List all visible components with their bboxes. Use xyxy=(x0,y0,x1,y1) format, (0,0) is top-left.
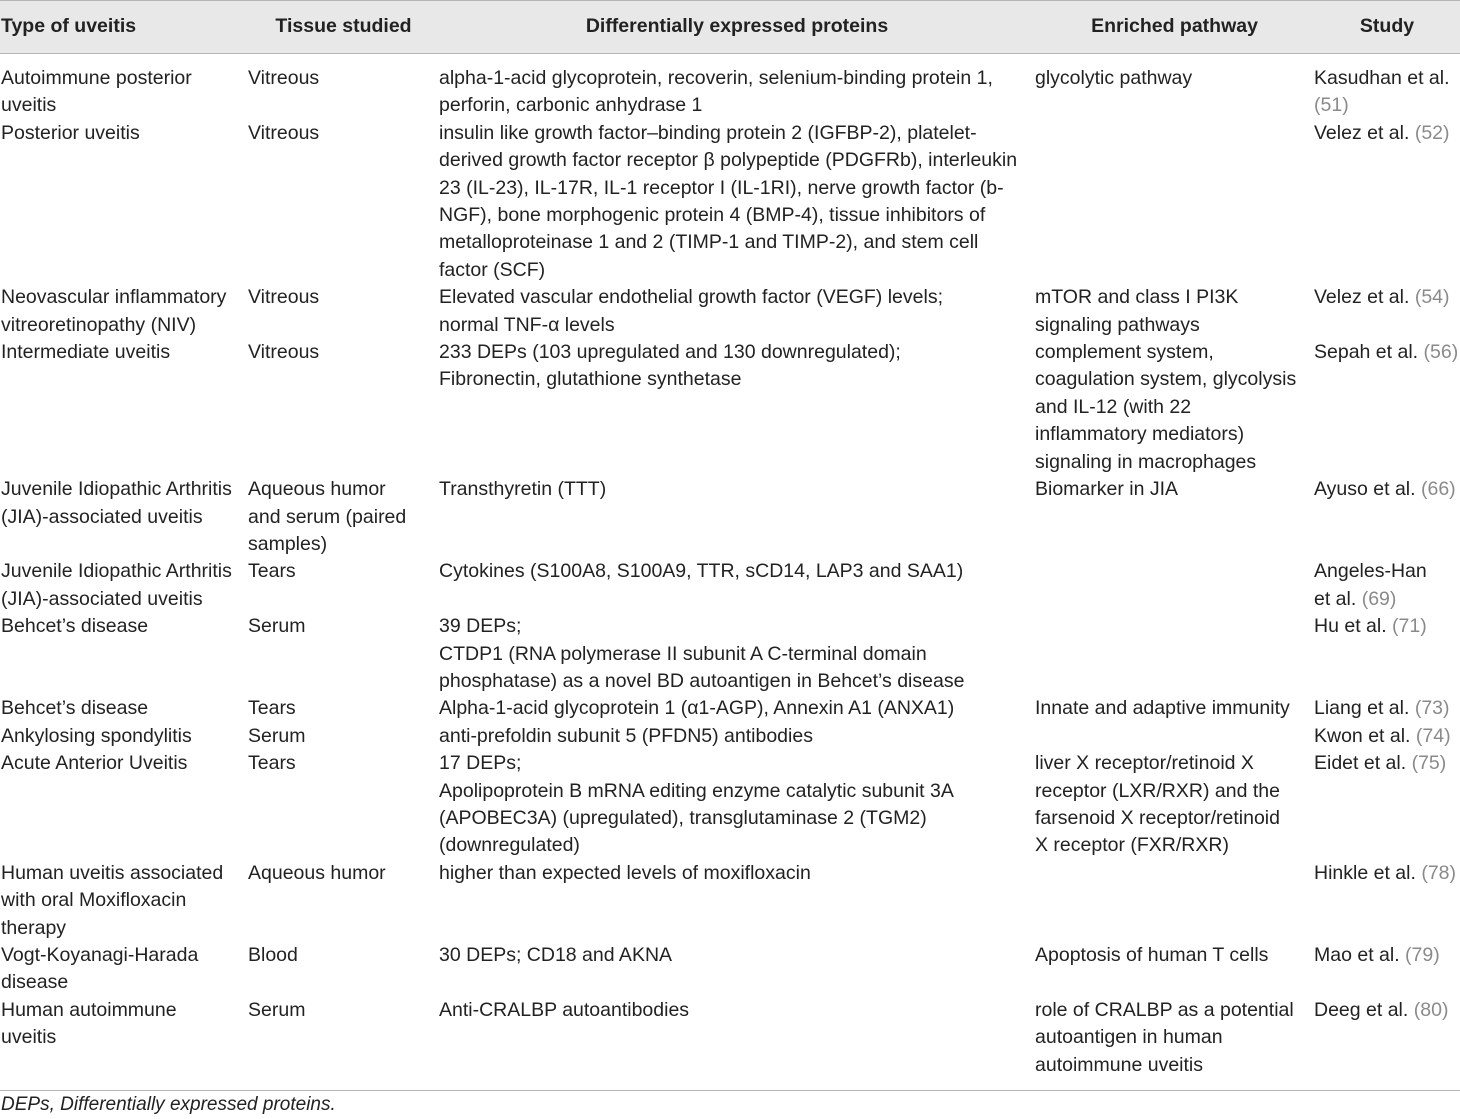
cell-text-line: Vitreous xyxy=(248,121,320,144)
table-footnote: DEPs, Differentially expressed proteins. xyxy=(1,1094,336,1115)
cell-text-line: autoantigen in human xyxy=(1035,1026,1223,1049)
cell-text-line: Deeg et al. xyxy=(1314,998,1414,1021)
table-row xyxy=(0,339,1460,476)
cell-text-line: Blood xyxy=(248,944,298,966)
cell-text-line: Behcet’s disease xyxy=(1,697,149,720)
table-row xyxy=(0,942,1460,997)
cell-text-line: (JIA)-associated uveitis xyxy=(1,587,203,610)
cell-study xyxy=(1314,54,1460,120)
cell-text-line: Vogt-Koyanagi-Harada xyxy=(1,944,199,966)
cell-differentially-expressed-proteins xyxy=(439,54,1035,120)
cell-differentially-expressed-proteins xyxy=(439,613,1035,695)
cell-text-line: glycolytic pathway xyxy=(1035,67,1193,89)
citation-ref-number[interactable]: (54) xyxy=(1414,286,1450,309)
citation-ref-number[interactable]: (66) xyxy=(1420,478,1456,501)
cell-type-of-uveitis xyxy=(0,54,248,120)
cell-text-line: 39 DEPs; xyxy=(439,615,522,638)
cell-text-line: Innate and adaptive immunity xyxy=(1035,697,1290,720)
cell-text-line: Vitreous xyxy=(248,341,320,364)
cell-enriched-pathway xyxy=(1035,942,1314,997)
cell-text-line: 17 DEPs; xyxy=(439,752,522,775)
cell-text-line: and serum (paired xyxy=(248,505,407,528)
cell-text-line: anti-prefoldin subunit 5 (PFDN5) antibodies xyxy=(439,724,813,747)
cell-tissue-studied xyxy=(248,54,439,120)
cell-enriched-pathway xyxy=(1035,750,1314,860)
cell-enriched-pathway xyxy=(1035,120,1314,284)
cell-text-line: signaling pathways xyxy=(1035,313,1200,336)
citation-ref-number[interactable]: (69) xyxy=(1361,587,1397,610)
citation-ref-number[interactable]: (80) xyxy=(1413,998,1449,1021)
cell-differentially-expressed-proteins xyxy=(439,476,1035,558)
cell-text-line: Apoptosis of human T cells xyxy=(1035,944,1269,966)
cell-study xyxy=(1314,476,1460,558)
cell-differentially-expressed-proteins xyxy=(439,339,1035,476)
cell-text-line: Hu et al. xyxy=(1314,615,1393,638)
cell-text-line: Transthyretin (TTT) xyxy=(439,478,607,501)
cell-text-line: farsenoid X receptor/retinoid xyxy=(1035,806,1280,829)
cell-text-line: Angeles-Han xyxy=(1314,560,1427,583)
cell-enriched-pathway xyxy=(1035,54,1314,120)
cell-text-line: Intermediate uveitis xyxy=(1,341,171,364)
cell-tissue-studied xyxy=(248,942,439,997)
cell-enriched-pathway xyxy=(1035,695,1314,722)
cell-text-line: inflammatory mediators) xyxy=(1035,423,1245,446)
cell-type-of-uveitis xyxy=(0,613,248,695)
cell-text-line: Serum xyxy=(248,615,306,638)
cell-text-line: Acute Anterior Uveitis xyxy=(1,752,188,775)
cell-text-line: alpha-1-acid glycoprotein, recoverin, selenium-binding protein 1, xyxy=(439,67,993,89)
citation-ref-number[interactable]: (78) xyxy=(1421,861,1457,884)
table-row xyxy=(0,695,1460,722)
cell-text-line: Human autoimmune xyxy=(1,998,177,1021)
cell-tissue-studied xyxy=(248,476,439,558)
cell-text-line: with oral Moxifloxacin xyxy=(1,889,187,912)
table-row xyxy=(0,997,1460,1091)
cell-text-line: Vitreous xyxy=(248,67,320,89)
cell-study xyxy=(1314,997,1460,1091)
cell-tissue-studied xyxy=(248,723,439,750)
cell-text-line: X receptor (FXR/RXR) xyxy=(1035,834,1229,857)
cell-text-line: Juvenile Idiopathic Arthritis xyxy=(1,560,232,583)
cell-enriched-pathway xyxy=(1035,476,1314,558)
cell-type-of-uveitis xyxy=(0,860,248,942)
cell-enriched-pathway xyxy=(1035,284,1314,339)
cell-tissue-studied xyxy=(248,860,439,942)
cell-text-line: liver X receptor/retinoid X xyxy=(1035,752,1254,775)
cell-text-line: phosphatase) as a novel BD autoantigen in Behcet’s disease xyxy=(439,669,965,692)
cell-tissue-studied xyxy=(248,558,439,613)
cell-text-line: coagulation system, glycolysis xyxy=(1035,368,1297,391)
cell-text-line: Autoimmune posterior xyxy=(1,67,192,89)
cell-tissue-studied xyxy=(248,695,439,722)
cell-text-line: Mao et al. xyxy=(1314,944,1406,966)
cell-differentially-expressed-proteins xyxy=(439,284,1035,339)
citation-ref-number[interactable]: (73) xyxy=(1414,697,1450,720)
cell-text-line: Anti-CRALBP autoantibodies xyxy=(439,998,690,1021)
table-row xyxy=(0,723,1460,750)
table-row xyxy=(0,613,1460,695)
cell-enriched-pathway xyxy=(1035,997,1314,1091)
cell-text-line: Velez et al. xyxy=(1314,121,1415,144)
cell-study xyxy=(1314,613,1460,695)
cell-text-line: Serum xyxy=(248,998,306,1021)
cell-type-of-uveitis xyxy=(0,284,248,339)
cell-text-line: vitreoretinopathy (NIV) xyxy=(1,313,197,336)
citation-ref-number[interactable]: (71) xyxy=(1392,615,1427,638)
cell-study xyxy=(1314,695,1460,722)
cell-tissue-studied xyxy=(248,613,439,695)
cell-text-line: derived growth factor receptor β polypeptide (PDGFRb), interleukin xyxy=(439,149,1018,172)
cell-type-of-uveitis xyxy=(0,942,248,997)
cell-text-line: Vitreous xyxy=(248,286,320,309)
table-row xyxy=(0,558,1460,613)
cell-text-line: Liang et al. xyxy=(1314,697,1415,720)
cell-text-line: perforin, carbonic anhydrase 1 xyxy=(439,94,703,117)
cell-differentially-expressed-proteins xyxy=(439,860,1035,942)
cell-text-line: Kwon et al. xyxy=(1314,724,1416,747)
cell-study xyxy=(1314,942,1460,997)
cell-study xyxy=(1314,750,1460,860)
cell-tissue-studied xyxy=(248,997,439,1091)
table-body xyxy=(0,54,1460,1091)
cell-differentially-expressed-proteins xyxy=(439,723,1035,750)
cell-enriched-pathway xyxy=(1035,860,1314,942)
cell-tissue-studied xyxy=(248,750,439,860)
cell-text-line: (JIA)-associated uveitis xyxy=(1,505,203,528)
cell-text-line: 23 (IL-23), IL-17R, IL-1 receptor I (IL-1RI), nerve growth factor (b- xyxy=(439,176,1004,199)
cell-type-of-uveitis xyxy=(0,723,248,750)
cell-text-line: Biomarker in JIA xyxy=(1035,478,1179,501)
cell-text-line: uveitis xyxy=(1,94,57,117)
cell-enriched-pathway xyxy=(1035,613,1314,695)
cell-text-line: normal TNF-α levels xyxy=(439,313,615,336)
header-study: Study xyxy=(1314,1,1460,54)
cell-tissue-studied xyxy=(248,120,439,284)
table-row xyxy=(0,120,1460,284)
cell-text-line: metalloproteinase 1 and 2 (TIMP-1 and TIMP-2), and stem cell xyxy=(439,231,979,254)
cell-text-line: Hinkle et al. xyxy=(1314,861,1422,884)
cell-study xyxy=(1314,284,1460,339)
cell-text-line: samples) xyxy=(248,532,328,555)
cell-differentially-expressed-proteins xyxy=(439,695,1035,722)
table-row xyxy=(0,284,1460,339)
cell-differentially-expressed-proteins xyxy=(439,997,1035,1091)
cell-text-line: Tears xyxy=(248,752,296,775)
cell-text-line: 233 DEPs (103 upregulated and 130 downregulated); xyxy=(439,341,901,364)
cell-text-line: NGF), bone morphogenic protein 4 (BMP-4), tissue inhibitors of xyxy=(439,204,986,227)
cell-study xyxy=(1314,120,1460,284)
cell-study xyxy=(1314,558,1460,613)
cell-text-line: mTOR and class I PI3K xyxy=(1035,286,1239,309)
cell-type-of-uveitis xyxy=(0,558,248,613)
header-differentially-expressed-proteins: Differentially expressed proteins xyxy=(439,1,1035,54)
cell-text-line: Cytokines (S100A8, S100A9, TTR, sCD14, LAP3 and SAA1) xyxy=(439,560,964,583)
cell-differentially-expressed-proteins xyxy=(439,750,1035,860)
cell-tissue-studied xyxy=(248,339,439,476)
cell-study xyxy=(1314,723,1460,750)
table-row xyxy=(0,750,1460,860)
header-type-of-uveitis: Type of uveitis xyxy=(0,1,248,54)
cell-type-of-uveitis xyxy=(0,750,248,860)
cell-tissue-studied xyxy=(248,284,439,339)
cell-enriched-pathway xyxy=(1035,723,1314,750)
cell-text-line: uveitis xyxy=(1,1026,57,1049)
cell-study xyxy=(1314,860,1460,942)
cell-type-of-uveitis xyxy=(0,695,248,722)
cell-text-line: Juvenile Idiopathic Arthritis xyxy=(1,478,232,501)
citation-ref-number[interactable]: (56) xyxy=(1423,341,1459,364)
cell-text-line: Elevated vascular endothelial growth factor (VEGF) levels; xyxy=(439,286,943,309)
cell-text-line: Kasudhan et al. xyxy=(1314,67,1450,89)
cell-text-line: complement system, xyxy=(1035,341,1214,364)
cell-text-line: Tears xyxy=(248,560,296,583)
cell-study xyxy=(1314,339,1460,476)
header-enriched-pathway: Enriched pathway xyxy=(1035,1,1314,54)
cell-text-line: Human uveitis associated xyxy=(1,861,224,884)
header-tissue-studied: Tissue studied xyxy=(248,1,439,54)
cell-text-line: autoimmune uveitis xyxy=(1035,1053,1203,1076)
cell-text-line: Aqueous humor xyxy=(248,861,386,884)
cell-text-line: Alpha-1-acid glycoprotein 1 (α1-AGP), Annexin A1 (ANXA1) xyxy=(439,697,955,720)
citation-ref-number[interactable]: (75) xyxy=(1411,752,1447,775)
cell-text-line: Neovascular inflammatory xyxy=(1,286,227,309)
cell-text-line: receptor (LXR/RXR) and the xyxy=(1035,779,1280,802)
cell-type-of-uveitis xyxy=(0,339,248,476)
cell-differentially-expressed-proteins xyxy=(439,120,1035,284)
cell-text-line: role of CRALBP as a potential xyxy=(1035,998,1294,1021)
cell-text-line: higher than expected levels of moxifloxacin xyxy=(439,861,811,884)
cell-enriched-pathway xyxy=(1035,339,1314,476)
cell-text-line: Posterior uveitis xyxy=(1,121,140,144)
cell-text-line: Ayuso et al. xyxy=(1314,478,1421,501)
table-row xyxy=(0,54,1460,120)
cell-text-line: Aqueous humor xyxy=(248,478,386,501)
cell-text-line: CTDP1 (RNA polymerase II subunit A C-terminal domain xyxy=(439,642,927,665)
table-row xyxy=(0,476,1460,558)
cell-text-line: Apolipoprotein B mRNA editing enzyme catalytic subunit 3A xyxy=(439,779,954,802)
cell-text-line: insulin like growth factor–binding protein 2 (IGFBP-2), platelet- xyxy=(439,121,977,144)
citation-ref-number[interactable]: (52) xyxy=(1414,121,1450,144)
cell-differentially-expressed-proteins xyxy=(439,558,1035,613)
cell-differentially-expressed-proteins xyxy=(439,942,1035,997)
cell-text-line: factor (SCF) xyxy=(439,258,546,281)
cell-type-of-uveitis xyxy=(0,476,248,558)
cell-text-line: Fibronectin, glutathione synthetase xyxy=(439,368,742,391)
cell-type-of-uveitis xyxy=(0,997,248,1091)
cell-text-line: disease xyxy=(1,971,69,994)
cell-text-line: therapy xyxy=(1,916,67,939)
cell-text-line: 30 DEPs; CD18 and AKNA xyxy=(439,944,673,966)
cell-enriched-pathway xyxy=(1035,558,1314,613)
cell-text-line: Ankylosing spondylitis xyxy=(1,724,192,747)
citation-ref-number[interactable]: (79) xyxy=(1405,944,1440,966)
cell-text-line: signaling in macrophages xyxy=(1035,450,1257,473)
cell-text-line: Velez et al. xyxy=(1314,286,1415,309)
cell-text-line: Eidet et al. xyxy=(1314,752,1412,775)
cell-text-line: (APOBEC3A) (upregulated), transglutaminase 2 (TGM2) xyxy=(439,806,927,829)
citation-ref-number[interactable]: (74) xyxy=(1415,724,1451,747)
cell-text-line: Behcet’s disease xyxy=(1,615,149,638)
cell-type-of-uveitis xyxy=(0,120,248,284)
cell-text-line: Tears xyxy=(248,697,296,720)
table-header-row xyxy=(0,1,1460,54)
cell-text-line: (downregulated) xyxy=(439,834,580,857)
table-row xyxy=(0,860,1460,942)
citation-ref-number[interactable]: (51) xyxy=(1314,94,1349,117)
cell-text-line: et al. xyxy=(1314,587,1362,610)
cell-text-line: Serum xyxy=(248,724,306,747)
cell-text-line: Sepah et al. xyxy=(1314,341,1424,364)
cell-text-line: and IL-12 (with 22 xyxy=(1035,395,1192,418)
